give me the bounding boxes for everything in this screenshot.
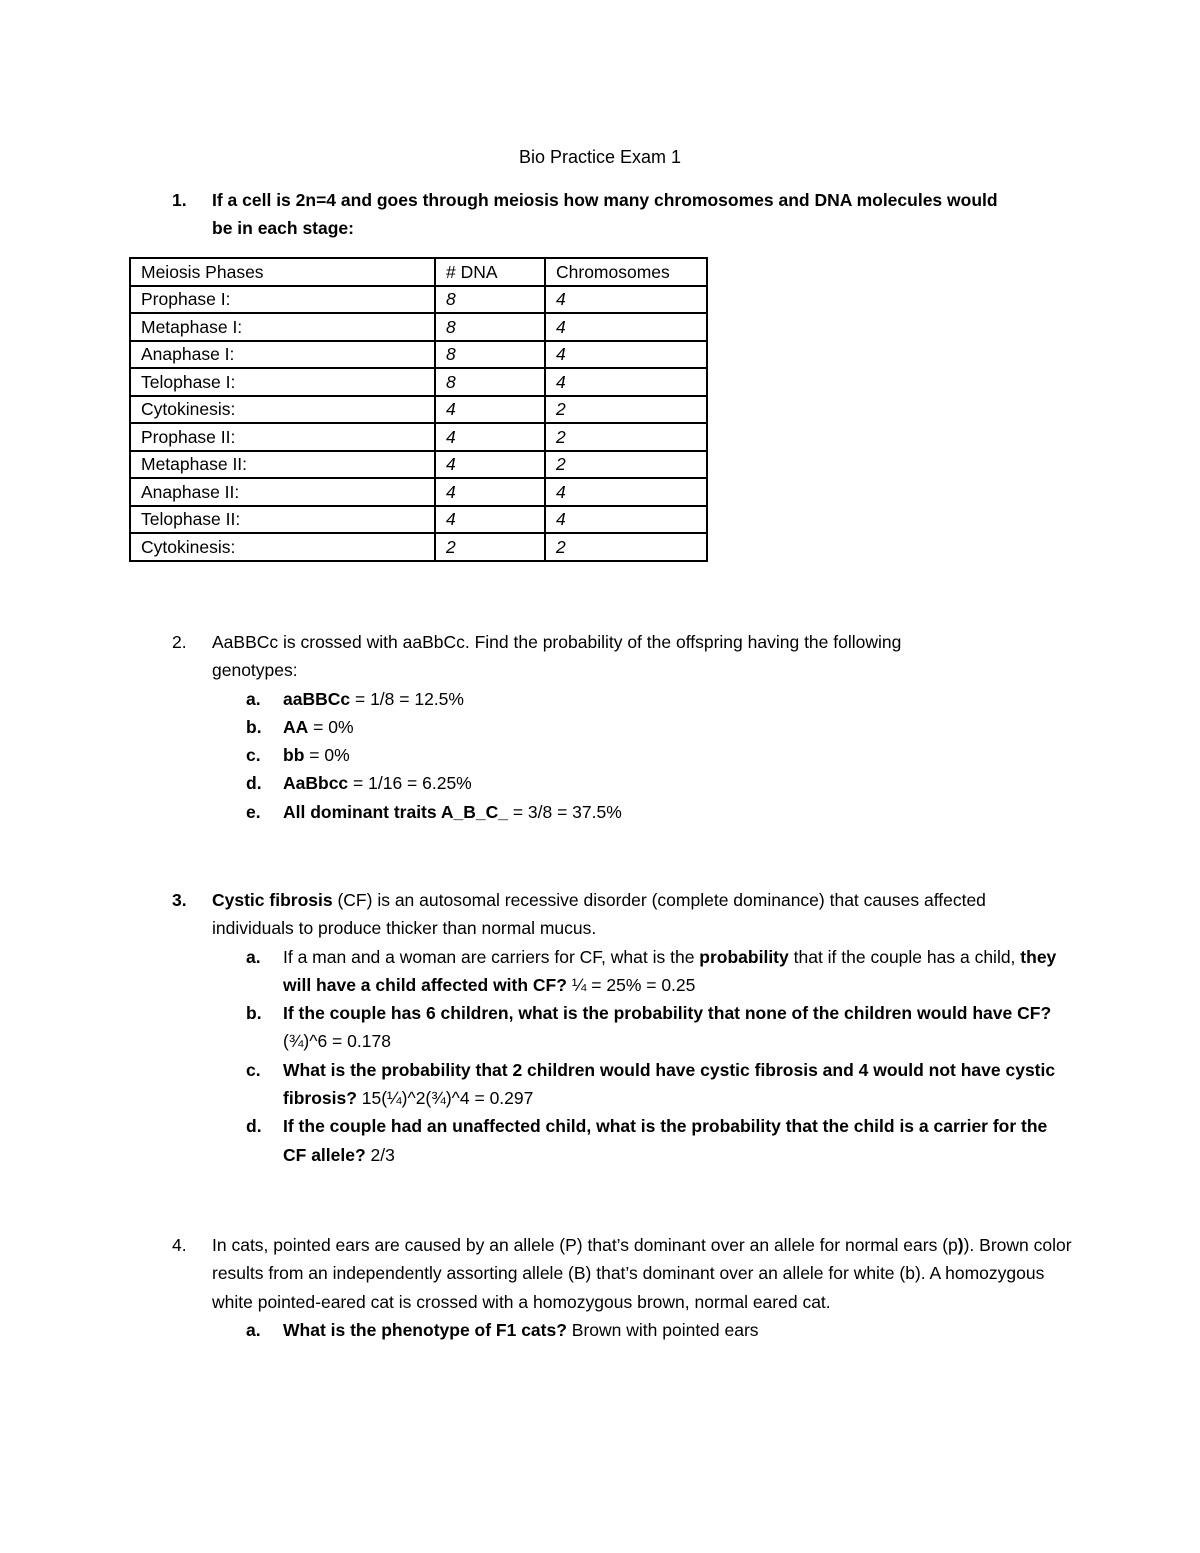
question-text-line: be in each stage:	[212, 218, 354, 239]
item-text-bold: they will have a child affected with CF?	[283, 946, 1057, 995]
item-answer: 2/3	[365, 1144, 395, 1165]
answer-item	[246, 999, 1063, 1056]
item-genotype: bb	[283, 745, 305, 766]
item-answer: = 3/8 = 37.5%	[507, 801, 622, 822]
item-question: If the couple has 6 children, what is the probability that none of the children would have CF?	[283, 1003, 1052, 1024]
table-row	[130, 286, 707, 314]
item-letter: a.	[246, 688, 261, 709]
item-question: What is the phenotype of F1 cats?	[283, 1319, 567, 1340]
table-row	[130, 368, 707, 396]
item-answer: 15(¼)^2(¾)^4 = 0.297	[356, 1088, 534, 1109]
dna-cell: 4	[435, 506, 545, 534]
table-row	[130, 478, 707, 506]
phase-cell: Metaphase II:	[130, 451, 435, 479]
question-number: 1.	[172, 190, 187, 210]
item-answer: ¼ = 25% = 0.25	[566, 974, 696, 995]
question-text-part: In cats, pointed ears are caused by an allele (P) that’s dominant over an allele for normal ears (p	[212, 1235, 958, 1255]
phase-cell: Prophase I:	[130, 286, 435, 314]
question-1	[172, 186, 1072, 243]
dna-cell: 4	[435, 396, 545, 424]
item-letter: d.	[246, 773, 262, 794]
dna-cell: 8	[435, 341, 545, 369]
table-row	[130, 423, 707, 451]
answer-item	[246, 1112, 1063, 1169]
chromosome-cell: 4	[545, 506, 707, 534]
item-question: If the couple had an unaffected child, what is the probability that the child is a carrier for the CF allele?	[283, 1116, 1048, 1165]
question-text-line: If a cell is 2n=4 and goes through meiosis how many chromosomes and DNA molecules would	[212, 190, 998, 210]
item-answer: = 1/8 = 12.5%	[350, 688, 464, 709]
item-letter: b.	[246, 1003, 262, 1024]
question-3	[172, 886, 1072, 1169]
phase-cell: Telophase II:	[130, 506, 435, 534]
table-row	[130, 396, 707, 424]
chromosome-cell: 4	[545, 478, 707, 506]
item-genotype: All dominant traits A_B_C_	[283, 801, 508, 822]
answer-item	[246, 713, 1072, 741]
question-number: 2.	[172, 632, 187, 652]
dna-cell: 4	[435, 478, 545, 506]
answer-item	[246, 685, 1072, 713]
item-question: What is the probability that 2 children would have cystic fibrosis and 4 would not have cystic fibrosis?	[283, 1059, 1056, 1109]
answer-item	[246, 943, 1073, 1000]
item-letter: d.	[246, 1116, 262, 1137]
dna-cell: 8	[435, 286, 545, 314]
chromosome-cell: 4	[545, 286, 707, 314]
chromosome-cell: 2	[545, 396, 707, 424]
answer-item	[246, 741, 1072, 769]
dna-cell: 8	[435, 313, 545, 341]
question-text-rest: (CF) is an autosomal recessive disorder (complete dominance) that causes affected individuals to produce thicker than normal mucus.	[212, 890, 986, 939]
question-text-line: genotypes:	[212, 660, 298, 681]
item-answer: = 0%	[308, 716, 354, 737]
phase-cell: Telophase I:	[130, 368, 435, 396]
chromosome-cell: 2	[545, 451, 707, 479]
question-4	[172, 1231, 1072, 1344]
item-answer: = 1/16 = 6.25%	[348, 773, 472, 794]
phase-cell: Cytokinesis:	[130, 533, 435, 561]
question-text-part: ). A homozygous white pointed-eared cat is crossed with a homozygous brown, normal eared cat.	[212, 1263, 1045, 1312]
item-answer: Brown with pointed ears	[566, 1319, 759, 1340]
header-cell: Chromosomes	[545, 258, 707, 286]
item-letter: c.	[246, 1059, 261, 1080]
question-text-part: )	[957, 1235, 964, 1255]
page-title: Bio Practice Exam 1	[518, 147, 682, 167]
table-row	[130, 533, 707, 561]
phase-cell: Cytokinesis:	[130, 396, 435, 424]
item-answer: = 0%	[304, 745, 350, 766]
dna-cell: 4	[435, 451, 545, 479]
item-letter: e.	[246, 801, 261, 822]
phase-cell: Metaphase I:	[130, 313, 435, 341]
answer-item	[246, 798, 1072, 826]
header-cell: Meiosis Phases	[130, 258, 435, 286]
table-row	[130, 451, 707, 479]
question-text	[212, 886, 1072, 943]
answer-item	[246, 1316, 1072, 1344]
phase-cell: Anaphase II:	[130, 478, 435, 506]
item-text: If a man and a woman are carriers for CF, what is the	[283, 946, 700, 967]
item-letter: a.	[246, 1319, 261, 1340]
chromosome-cell: 4	[545, 313, 707, 341]
question-text	[212, 1231, 1072, 1316]
question-2	[172, 628, 1072, 826]
item-letter: b.	[246, 716, 262, 737]
question-text-part: ). Brown color results from an independently assorting allele (B) that’s dominant over an allele for white (b	[212, 1235, 1072, 1284]
item-letter: c.	[246, 745, 261, 766]
chromosome-cell: 4	[545, 341, 707, 369]
term-text: Cystic fibrosis	[212, 890, 333, 910]
dna-cell: 8	[435, 368, 545, 396]
answer-item	[246, 1056, 1073, 1113]
table-row	[130, 341, 707, 369]
dna-cell: 4	[435, 423, 545, 451]
question-text-line: AaBBCc is crossed with aaBbCc. Find the probability of the offspring having the following	[212, 632, 902, 652]
phase-cell: Prophase II:	[130, 423, 435, 451]
item-text: that if the couple has a child,	[788, 946, 1021, 967]
answer-item	[246, 769, 1072, 797]
item-text-bold: probability	[699, 946, 789, 967]
chromosome-cell: 2	[545, 423, 707, 451]
question-number: 4.	[172, 1235, 187, 1255]
chromosome-cell: 4	[545, 368, 707, 396]
table-header-row	[130, 258, 707, 286]
table-row	[130, 506, 707, 534]
phase-cell: Anaphase I:	[130, 341, 435, 369]
question-number: 3.	[172, 890, 187, 910]
chromosome-cell: 2	[545, 533, 707, 561]
header-cell: # DNA	[435, 258, 545, 286]
dna-cell: 2	[435, 533, 545, 561]
item-genotype: AaBbcc	[283, 773, 349, 794]
meiosis-table	[129, 257, 708, 562]
item-genotype: AA	[283, 716, 309, 737]
table-row	[130, 313, 707, 341]
item-answer: (¾)^6 = 0.178	[283, 1031, 391, 1052]
item-genotype: aaBBCc	[283, 688, 351, 709]
item-letter: a.	[246, 946, 261, 967]
